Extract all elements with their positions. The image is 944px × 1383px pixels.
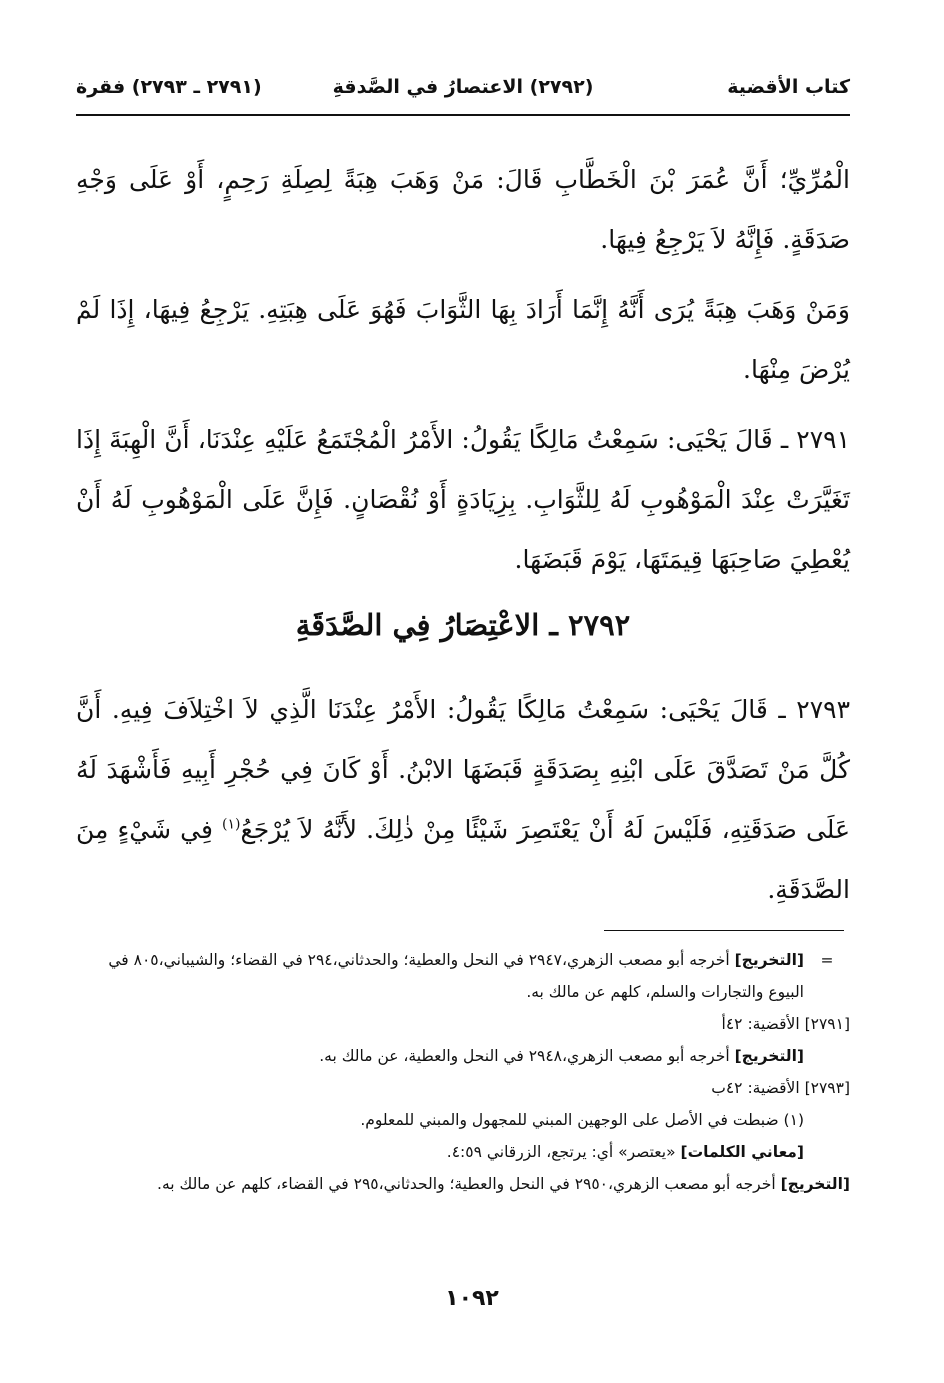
paragraph-1 (76, 150, 850, 270)
paragraph-2793-text (76, 680, 850, 920)
header-book-title: كتاب الأقضية (727, 76, 850, 98)
note-ref-2793: [٢٧٩٣] الأقضية: ٤٢ب (711, 1079, 850, 1097)
section-heading: ٢٧٩٢ ـ الاعْتِصَارُ فِي الصَّدَقَةِ (295, 608, 631, 642)
note-word-meanings (76, 1136, 850, 1168)
paragraph-2-text: وَمَنْ وَهَبَ هِبَةً يُرَى أَنَّهُ إِنَّمَا أَرَادَ بِهَا الثَّوَابَ فَهُوَ عَلَى هِبَتِهِ. يَرْجِعُ فِيهَا، إِذَا لَمْ يُرْضَ مِنْهَا. (76, 295, 850, 384)
header-rule (76, 114, 850, 116)
footnotes (76, 944, 850, 1200)
footnote-ref[interactable]: (١) (222, 816, 241, 833)
paragraph-2793 (76, 680, 850, 920)
footnote-1: (١) ضبطت في الأصل على الوجهين المبني للمجهول والمبني للمعلوم. (360, 1111, 804, 1129)
note-takhrij-2 (76, 1040, 850, 1072)
footnote-rule (604, 930, 844, 931)
note-label: [معاني الكلمات] (680, 1143, 804, 1161)
note-ref-2791: [٢٧٩١] الأقضية: ٤٢أ (721, 1015, 850, 1033)
header-paragraph-range: (٢٧٩١ ـ ٢٧٩٣) فقرة (76, 76, 262, 98)
paragraph-1-text: الْمُرِّيِّ؛ أَنَّ عُمَرَ بْنَ الْخَطَّابِ قَالَ: مَنْ وَهَبَ هِبَةً لِصِلَةِ رَحِمٍ، أَوْ عَلَى وَجْهِ صَدَقَةٍ. فَإِنَّهُ لاَ يَرْجِعُ فِيهَا. (76, 165, 850, 254)
note-text: «يعتصر» أي: يرتجع، الزرقاني ٤:٥٩. (446, 1143, 681, 1161)
note-text: أخرجه أبو مصعب الزهري،٢٩٤٨ في النحل والعطية، عن مالك به. (319, 1047, 735, 1065)
paragraph-2791 (76, 410, 850, 590)
running-header (76, 72, 850, 112)
paragraph-2793-end: فِي شَيْءٍ مِنَ الصَّدَقَةِ. (76, 815, 850, 904)
note-takhrij-3 (76, 1168, 850, 1200)
note-text: أخرجه أبو مصعب الزهري،٢٩٥٠ في النحل والعطية؛ والحدثاني،٢٩٥ في القضاء، كلهم عن مالك به. (157, 1175, 781, 1193)
paragraph-2793-body: ٢٧٩٣ ـ قَالَ يَحْيَى: سَمِعْتُ مَالِكًا يَقُولُ: الأَمْرُ عِنْدَنَا الَّذِي لاَ اخْتِلاَفَ فِيهِ. أَنَّ كُلَّ مَنْ تَصَدَّقَ عَلَى ابْنِهِ بِصَدَقَةٍ قَبَضَهَا الابْنُ. أَوْ كَانَ فِي حُجْرِ أَبِيهِ فَأَشْهَدَ لَهُ عَلَى صَدَقَتِهِ، فَلَيْسَ لَهُ أَنْ يَعْتَصِرَ شَيْئًا مِنْ ذٰلِكَ. لأَنَّهُ لاَ يُرْجَعُ (76, 695, 851, 844)
continuation-mark: = (820, 951, 834, 969)
header-chapter-title: (٢٧٩٢) الاعتصارُ في الصَّدقةِ (332, 76, 594, 98)
note-takhrij-1 (76, 944, 850, 1008)
note-text: أخرجه أبو مصعب الزهري،٢٩٤٧ في النحل والعطية؛ والحدثاني،٢٩٤ في القضاء؛ والشيباني،٨٠٥ في البيوع والتجارات والسلم، كلهم عن مالك به. (108, 951, 804, 1001)
note-label: [التخريج] (734, 1047, 804, 1065)
note-label: [التخريج] (780, 1175, 850, 1193)
note-label: [التخريج] (734, 951, 804, 969)
page-number: ١٠٩٢ (445, 1286, 499, 1311)
paragraph-2791-text: ٢٧٩١ ـ قَالَ يَحْيَى: سَمِعْتُ مَالِكًا يَقُولُ: الأَمْرُ الْمُجْتَمَعُ عَلَيْهِ عِنْدَنَا، أَنَّ الْهِبَةَ إِذَا تَغَيَّرَتْ عِنْدَ الْمَوْهُوبِ لَهُ لِلثَّوَابِ. بِزِيَادَةٍ أَوْ نُقْصَانٍ. فَإِنَّ عَلَى الْمَوْهُوبِ لَهُ أَنْ يُعْطِيَ صَاحِبَهَا قِيمَتَهَا، يَوْمَ قَبَضَهَا. (76, 425, 850, 574)
paragraph-2 (76, 280, 850, 400)
